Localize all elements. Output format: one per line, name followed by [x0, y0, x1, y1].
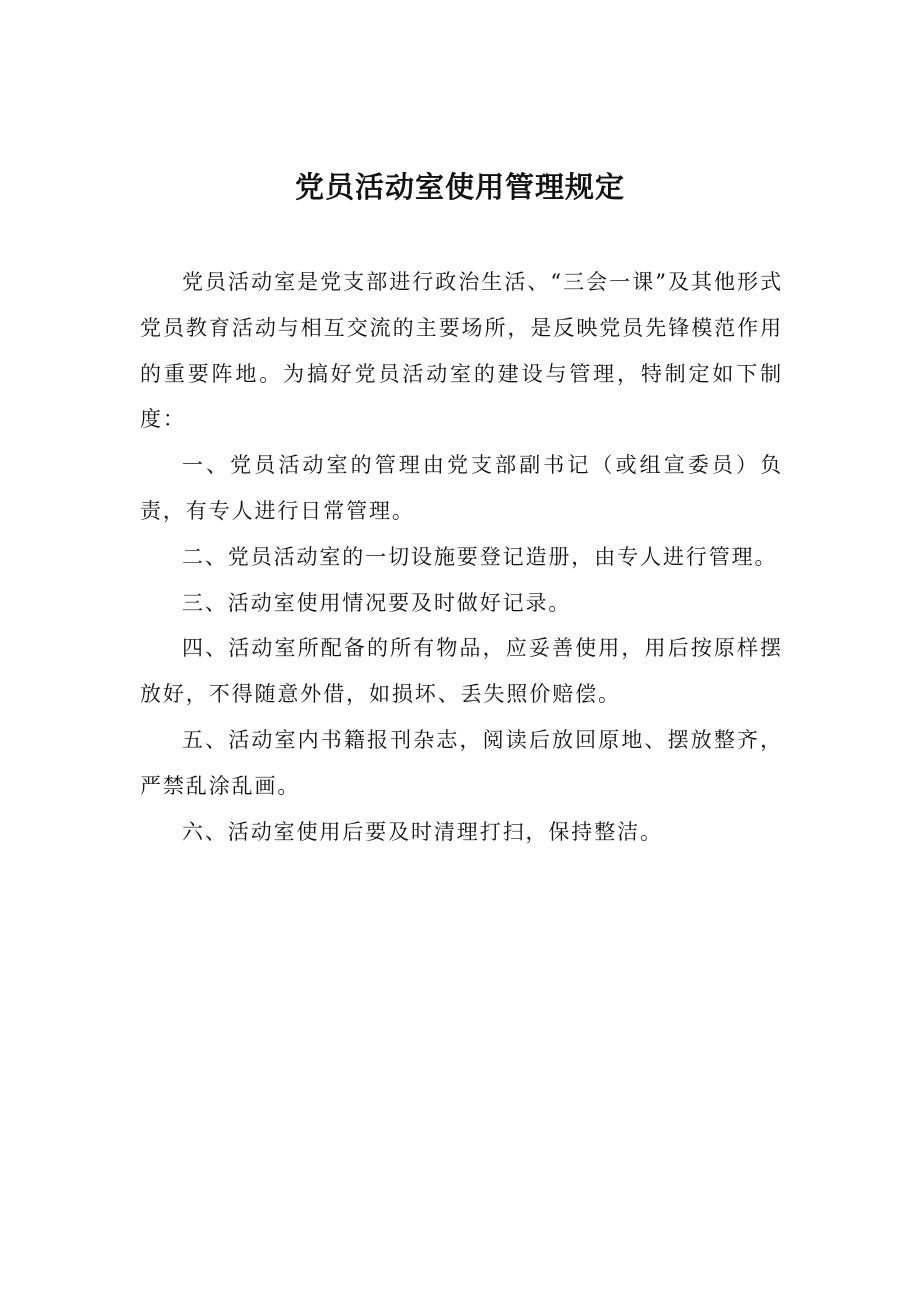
document-body — [140, 260, 783, 855]
rule-paragraph-1: 一、党员活动室的管理由党支部副书记（或组宣委员）负责，有专人进行日常管理。 — [140, 453, 783, 523]
rule-paragraph-2: 二、党员活动室的一切设施要登记造册，由专人进行管理。 — [182, 544, 778, 569]
intro-paragraph: 党员活动室是党支部进行政治生活、“三会一课”及其他形式党员教育活动与相互交流的主要场所，是反映党员先锋模范作用的重要阵地。为搞好党员活动室的建设与管理，特制定如下制度： — [140, 270, 783, 432]
document-title: 党员活动室使用管理规定 — [294, 170, 625, 204]
rule-paragraph-4: 四、活动室所配备的所有物品，应妥善使用，用后按原样摆放好，不得随意外借，如损坏、丢失照价赔偿。 — [140, 636, 783, 707]
rule-paragraph-5: 五、活动室内书籍报刊杂志，阅读后放回原地、摆放整齐，严禁乱涂乱画。 — [140, 727, 783, 798]
rule-paragraph-6: 六、活动室使用后要及时清理打扫，保持整洁。 — [182, 819, 663, 844]
rule-paragraph-3: 三、活动室使用情况要及时做好记录。 — [182, 590, 572, 615]
